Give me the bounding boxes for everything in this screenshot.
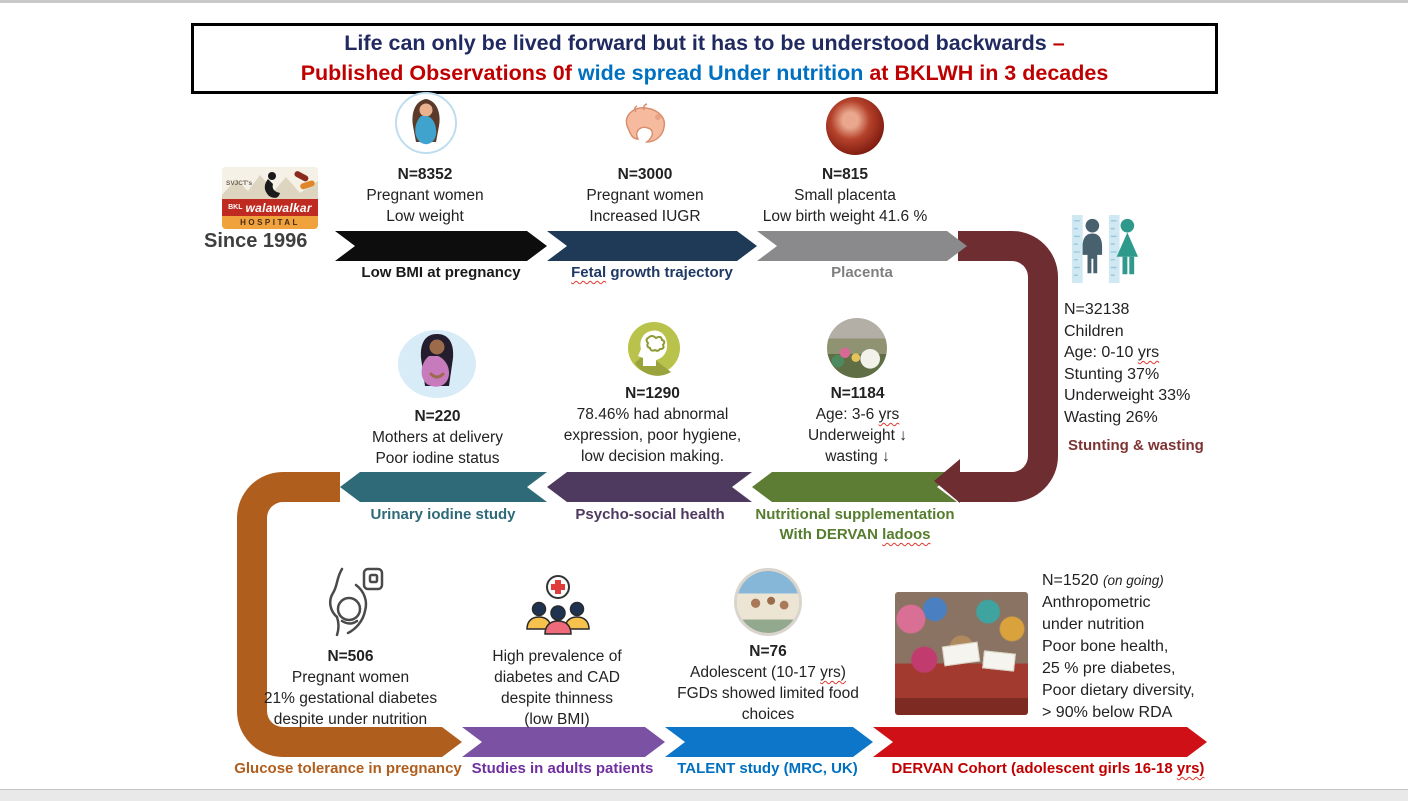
arrow-glucose-tolerance: [290, 727, 462, 757]
row3-item4-text: N=1520 (on going) Anthropometric under nutrition Poor bone health, 25 % pre diabetes, Poor dietary diversity, > 90% below RDA: [1042, 572, 1195, 721]
since-1996-label: Since 1996: [204, 230, 308, 252]
arrow-low-bmi: [335, 231, 547, 261]
maroon-uturn-connector: [958, 231, 1058, 502]
row2-item1-text: N=220 Mothers at delivery Poor iodine status: [372, 408, 503, 467]
dervan-cohort-photo: [895, 592, 1028, 715]
row3-item1-text: N=506 Pregnant women 21% gestational diabetes despite under nutrition: [263, 648, 438, 728]
arrow-psycho-social: [547, 472, 752, 502]
logo-name-band: BKL walawalkar: [222, 199, 318, 216]
logo-hospital-band: HOSPITAL: [222, 216, 318, 229]
certificate-shape: [942, 642, 980, 667]
fetus-icon: [616, 102, 676, 155]
row3-item2-text: High prevalence of diabetes and CAD despite thinness (low BMI): [492, 648, 622, 728]
pregnant-woman-icon: [394, 90, 458, 161]
children-stats-text: N=32138 Children Age: 0-10 yrs Stunting 37% Underweight 33% Wasting 26%: [1064, 301, 1191, 426]
mother-illustration: [394, 326, 480, 405]
glucose-monitor-pregnancy-icon: [312, 563, 390, 648]
children-group-photo: [827, 318, 887, 378]
mind-health-icon: [626, 320, 682, 381]
title-line1: Life can only be lived forward but it has to be understood backwards –: [344, 31, 1065, 55]
adolescents-photo: [737, 571, 799, 633]
stunting-wasting-caption: Stunting & wasting: [1068, 437, 1204, 454]
arrow-label-dervan: DERVAN Cohort (adolescent girls 16-18 yrs): [891, 760, 1205, 777]
arrow-adult-studies: [462, 727, 665, 757]
top-window-edge: [0, 0, 1408, 3]
row1-item3-text: N=815 Small placenta Low birth weight 41.6 %: [762, 166, 928, 225]
patients-group-icon: [519, 574, 597, 645]
row3-item3-text: N=76 Adolescent (10-17 yrs) FGDs showed limited food choices: [677, 643, 859, 723]
certificate-shape: [982, 650, 1016, 671]
row2-item2-text: N=1290 78.46% had abnormal expression, poor hygiene, low decision making.: [563, 385, 742, 465]
children-height-measure-icon: [1070, 212, 1140, 291]
title-box: [191, 23, 1218, 94]
arrow-urinary-iodine: [340, 472, 547, 502]
arrow-label-glucose: Glucose tolerance in pregnancy: [234, 760, 462, 777]
arrow-nutritional-supplementation: [752, 472, 957, 502]
arrow-label-low-bmi: Low BMI at pregnancy: [361, 264, 521, 281]
arrow-label-adult-studies: Studies in adults patients: [471, 760, 654, 777]
hospital-logo: [222, 167, 318, 229]
row1-item2-text: N=3000 Pregnant women Increased IUGR: [586, 166, 704, 225]
arrow-fetal-growth: [547, 231, 757, 261]
arrow-label-placenta: Placenta: [831, 264, 893, 281]
arrow-label-fetal-growth: Fetal growth trajectory: [571, 264, 733, 281]
bottom-window-edge: [0, 789, 1408, 801]
arrow-dervan-cohort: [873, 727, 1207, 757]
arrow-talent-study: [665, 727, 873, 757]
title-line2: Published Observations 0f wide spread Under nutrition at BKLWH in 3 decades: [300, 61, 1109, 85]
arrow-label-urinary-iodine: Urinary iodine study: [370, 506, 516, 523]
arrow-label-talent: TALENT study (MRC, UK): [677, 760, 858, 777]
arrow-label-nutritional: Nutritional supplementation With DERVAN ladoos: [755, 506, 955, 543]
placenta-photo: [826, 97, 884, 155]
arrow-placenta: [757, 231, 967, 261]
arrow-label-psycho-social: Psycho-social health: [575, 506, 725, 523]
hospital-logo-art: SVJCT's: [222, 167, 318, 199]
row2-item3-text: N=1184 Age: 3-6 yrs Underweight ↓ wasting ↓: [807, 385, 908, 465]
row1-item1-text: N=8352 Pregnant women Low weight: [366, 166, 484, 225]
